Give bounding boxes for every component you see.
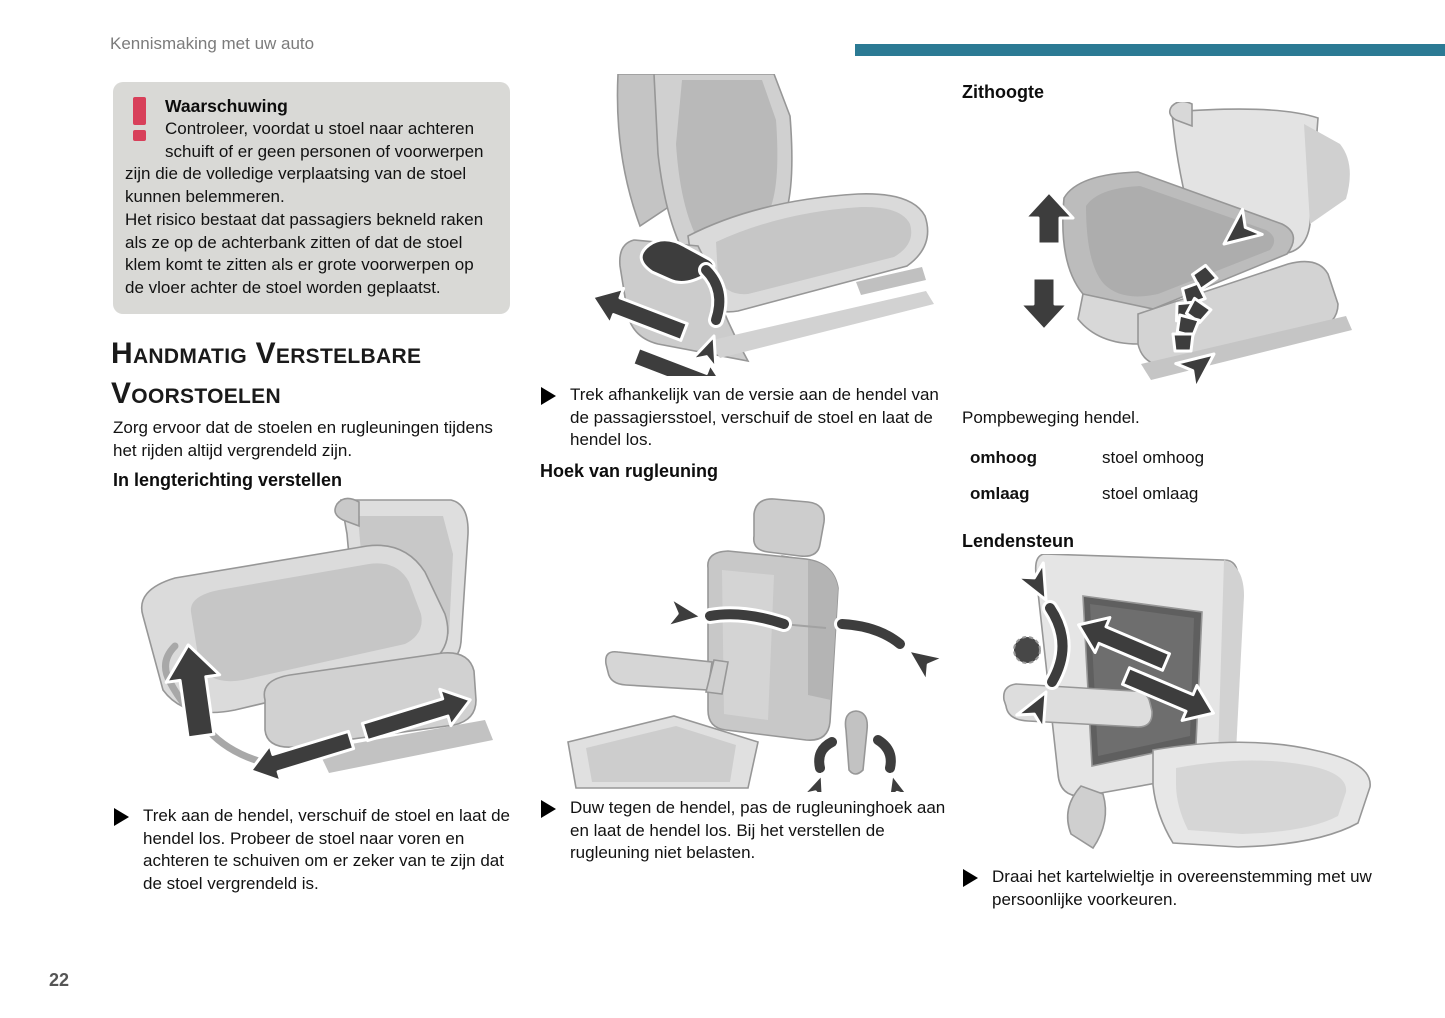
bullet-backrest-angle: [540, 797, 950, 865]
table-desc: stoel omhoog: [1102, 448, 1205, 467]
seat-lumbar-illustration: [986, 554, 1390, 854]
breadcrumb: Kennismaking met uw auto: [110, 34, 315, 53]
table-row: [970, 483, 1340, 505]
seat-backrest-angle-illustration: [556, 490, 948, 792]
section-title: Handmatig Verstelbare Voorstoelen: [111, 337, 422, 410]
subheading-backrest-angle: Hoek van rugleuning: [540, 461, 719, 481]
bullet-text: Trek aan de hendel, verschuif de stoel en laat de hendel los. Probeer de stoel naar voren en achteren te schuiven om er zeker van te zijn dat de stoel vergrendeld is.: [143, 806, 510, 893]
table-term: omlaag: [970, 484, 1030, 503]
warning-paragraph: Het risico bestaat dat passagiers bekneld raken als ze op de achterbank zitten of dat de stoel klem komt te zitten als er grote voorwerpen op de vloer achter de stoel worden geplaatst.: [125, 209, 484, 297]
bullet-arrow-icon: [541, 387, 556, 405]
page-number: 22: [49, 970, 70, 990]
bullet-arrow-icon: [963, 869, 978, 887]
bullet-passenger-lever: [540, 384, 950, 452]
warning-exclamation-icon: [127, 97, 153, 143]
warning-paragraph: Controleer, voordat u stoel naar achteren schuift of er geen personen of voorwerpen zijn die de volledige verplaatsing van de stoel kunnen belemmeren.: [125, 119, 484, 207]
bullet-arrow-icon: [114, 808, 129, 826]
bullet-text: Trek afhankelijk van de versie aan de hendel van de passagiersstoel, verschuif de stoel en laat de hendel los.: [570, 385, 939, 449]
accent-bar: [855, 44, 1445, 56]
table-row: [970, 447, 1340, 469]
bullet-text: Draai het kartelwieltje in overeenstemming met uw persoonlijke voorkeuren.: [992, 867, 1372, 909]
seat-height-illustration: [986, 102, 1390, 400]
bullet-arrow-icon: [541, 800, 556, 818]
seat-passenger-lever-illustration: [556, 74, 948, 376]
heading-seat-height: Zithoogte: [962, 82, 1044, 102]
warning-title: Waarschuwing: [165, 96, 288, 116]
bullet-length-adjust: [113, 805, 517, 895]
heading-lumbar-support: Lendensteun: [962, 531, 1075, 551]
warning-box: [113, 82, 510, 314]
intro-paragraph: Zorg ervoor dat de stoelen en rugleuningen tijdens het rijden altijd vergrendeld zijn.: [113, 418, 493, 460]
bullet-text: Duw tegen de hendel, pas de rugleuninghoek aan en laat de hendel los. Bij het verstellen de rugleuning niet belasten.: [570, 798, 946, 862]
table-desc: stoel omlaag: [1102, 484, 1199, 503]
pump-motion-label: Pompbeweging hendel.: [962, 408, 1140, 427]
seat-length-adjust-illustration: [113, 494, 509, 792]
height-table: [970, 447, 1340, 519]
table-term: omhoog: [970, 448, 1038, 467]
bullet-lumbar: [962, 866, 1394, 911]
subheading-length-adjust: In lengterichting verstellen: [113, 470, 343, 490]
